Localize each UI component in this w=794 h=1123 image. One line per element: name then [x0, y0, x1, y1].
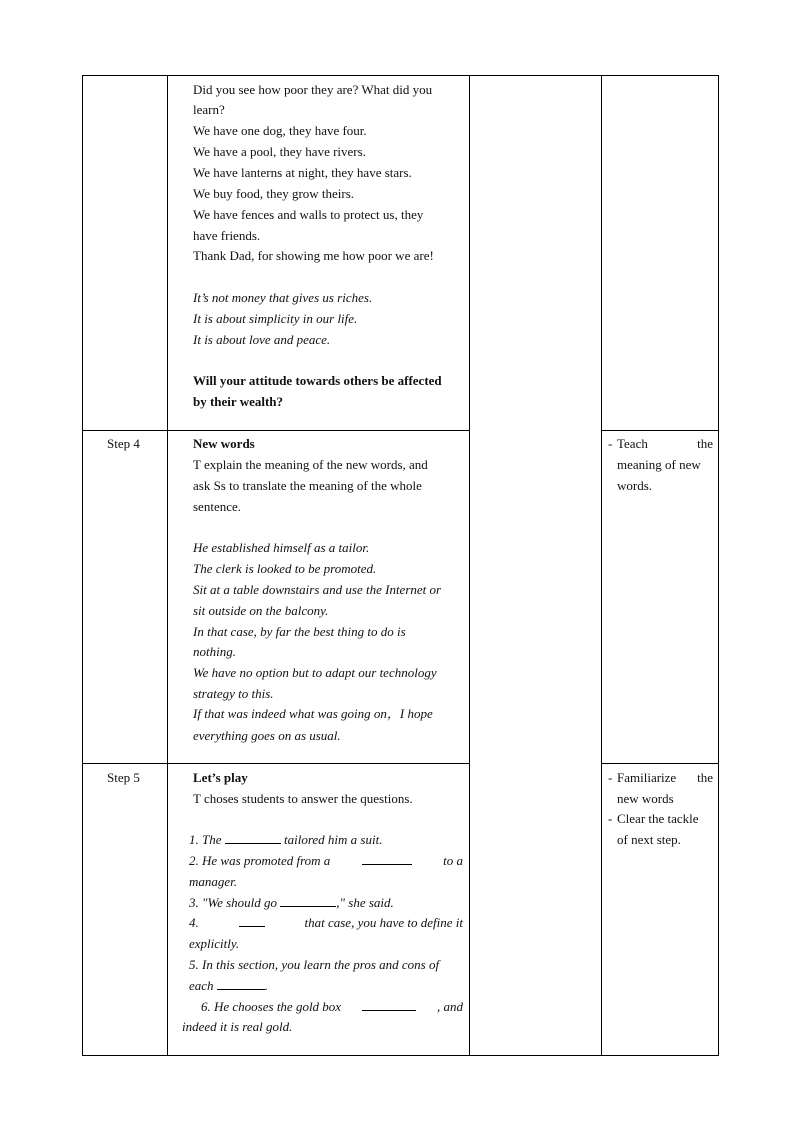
row-divider-2b — [601, 763, 719, 764]
moral-line: It is about love and peace. — [193, 332, 331, 347]
answer-blank — [362, 999, 416, 1011]
example-sentence: sit outside on the balcony. — [193, 603, 329, 618]
moral-line: It’s not money that gives us riches. — [193, 290, 373, 305]
story-line: have friends. — [193, 228, 261, 243]
example-sentence: nothing. — [193, 644, 236, 659]
story-line: Thank Dad, for showing me how poor we are! — [193, 248, 434, 263]
section-heading: Let’s play — [193, 770, 248, 785]
instruction-line: sentence. — [193, 499, 242, 514]
example-sentence: If that was indeed what was going on，I hope — [193, 706, 433, 721]
exercise-question-5: 5. In this section, you learn the pros and cons of — [189, 957, 440, 972]
instruction-line: T explain the meaning of the new words, and — [193, 457, 428, 472]
story-line: We have one dog, they have four. — [193, 123, 367, 138]
example-sentence: strategy to this. — [193, 686, 274, 701]
example-sentence: In that case, by far the best thing to do is — [193, 624, 406, 639]
story-line: Did you see how poor they are? What did you — [193, 82, 433, 97]
table-border-left — [82, 75, 83, 1056]
row-divider-1b — [601, 430, 719, 431]
column-divider-3 — [601, 75, 602, 1056]
answer-blank — [280, 895, 336, 907]
exercise-question-6: 6. He chooses the gold box , and — [201, 999, 463, 1014]
purpose-line: Clear the tackle — [617, 811, 699, 826]
purpose-line: meaning of new — [617, 457, 701, 472]
story-line: We have lanterns at night, they have stars. — [193, 165, 412, 180]
bullet-dash: - — [608, 436, 613, 451]
step-label: Step 5 — [107, 770, 140, 785]
section-heading: New words — [193, 436, 255, 451]
story-line: We have a pool, they have rivers. — [193, 144, 366, 159]
example-sentence: We have no option but to adapt our technology — [193, 665, 437, 680]
instruction-line: ask Ss to translate the meaning of the whole — [193, 478, 422, 493]
purpose-line: words. — [617, 478, 653, 493]
purpose-line: Familiarize the — [617, 770, 713, 785]
example-sentence: everything goes on as usual. — [193, 728, 341, 743]
column-divider-2 — [469, 75, 470, 1056]
step-label: Step 4 — [107, 436, 140, 451]
table-border-bottom — [82, 1055, 719, 1056]
table-border-right — [718, 75, 719, 1056]
table-border-top — [82, 75, 719, 76]
example-sentence: The clerk is looked to be promoted. — [193, 561, 377, 576]
answer-blank — [217, 978, 265, 990]
exercise-question-3: 3. "We should go ," she said. — [189, 895, 394, 910]
instruction-line: T choses students to answer the questions. — [193, 791, 413, 806]
purpose-line: Teach the — [617, 436, 713, 451]
example-sentence: He established himself as a tailor. — [193, 540, 370, 555]
story-line: We buy food, they grow theirs. — [193, 186, 355, 201]
purpose-line: new words — [617, 791, 674, 806]
exercise-question-2-cont: manager. — [189, 874, 238, 889]
bullet-dash: - — [608, 770, 613, 785]
discussion-question: Will your attitude towards others be affected — [193, 373, 442, 388]
moral-line: It is about simplicity in our life. — [193, 311, 358, 326]
answer-blank — [362, 853, 412, 865]
answer-blank — [239, 915, 265, 927]
discussion-question: by their wealth? — [193, 394, 284, 409]
row-divider-2a — [82, 763, 469, 764]
exercise-question-4: 4. that case, you have to define it — [189, 915, 463, 930]
bullet-dash: - — [608, 811, 613, 826]
exercise-question-6-cont: indeed it is real gold. — [182, 1019, 293, 1034]
exercise-question-4-cont: explicitly. — [189, 936, 240, 951]
exercise-question-1: 1. The tailored him a suit. — [189, 832, 383, 847]
exercise-question-5-cont: each . — [189, 978, 269, 993]
story-line: learn? — [193, 102, 225, 117]
answer-blank — [225, 832, 281, 844]
example-sentence: Sit at a table downstairs and use the Internet or — [193, 582, 442, 597]
row-divider-1a — [82, 430, 469, 431]
column-divider-1 — [167, 75, 168, 1056]
purpose-line: of next step. — [617, 832, 681, 847]
story-line: We have fences and walls to protect us, they — [193, 207, 424, 222]
exercise-question-2: 2. He was promoted from a to a — [189, 853, 463, 868]
